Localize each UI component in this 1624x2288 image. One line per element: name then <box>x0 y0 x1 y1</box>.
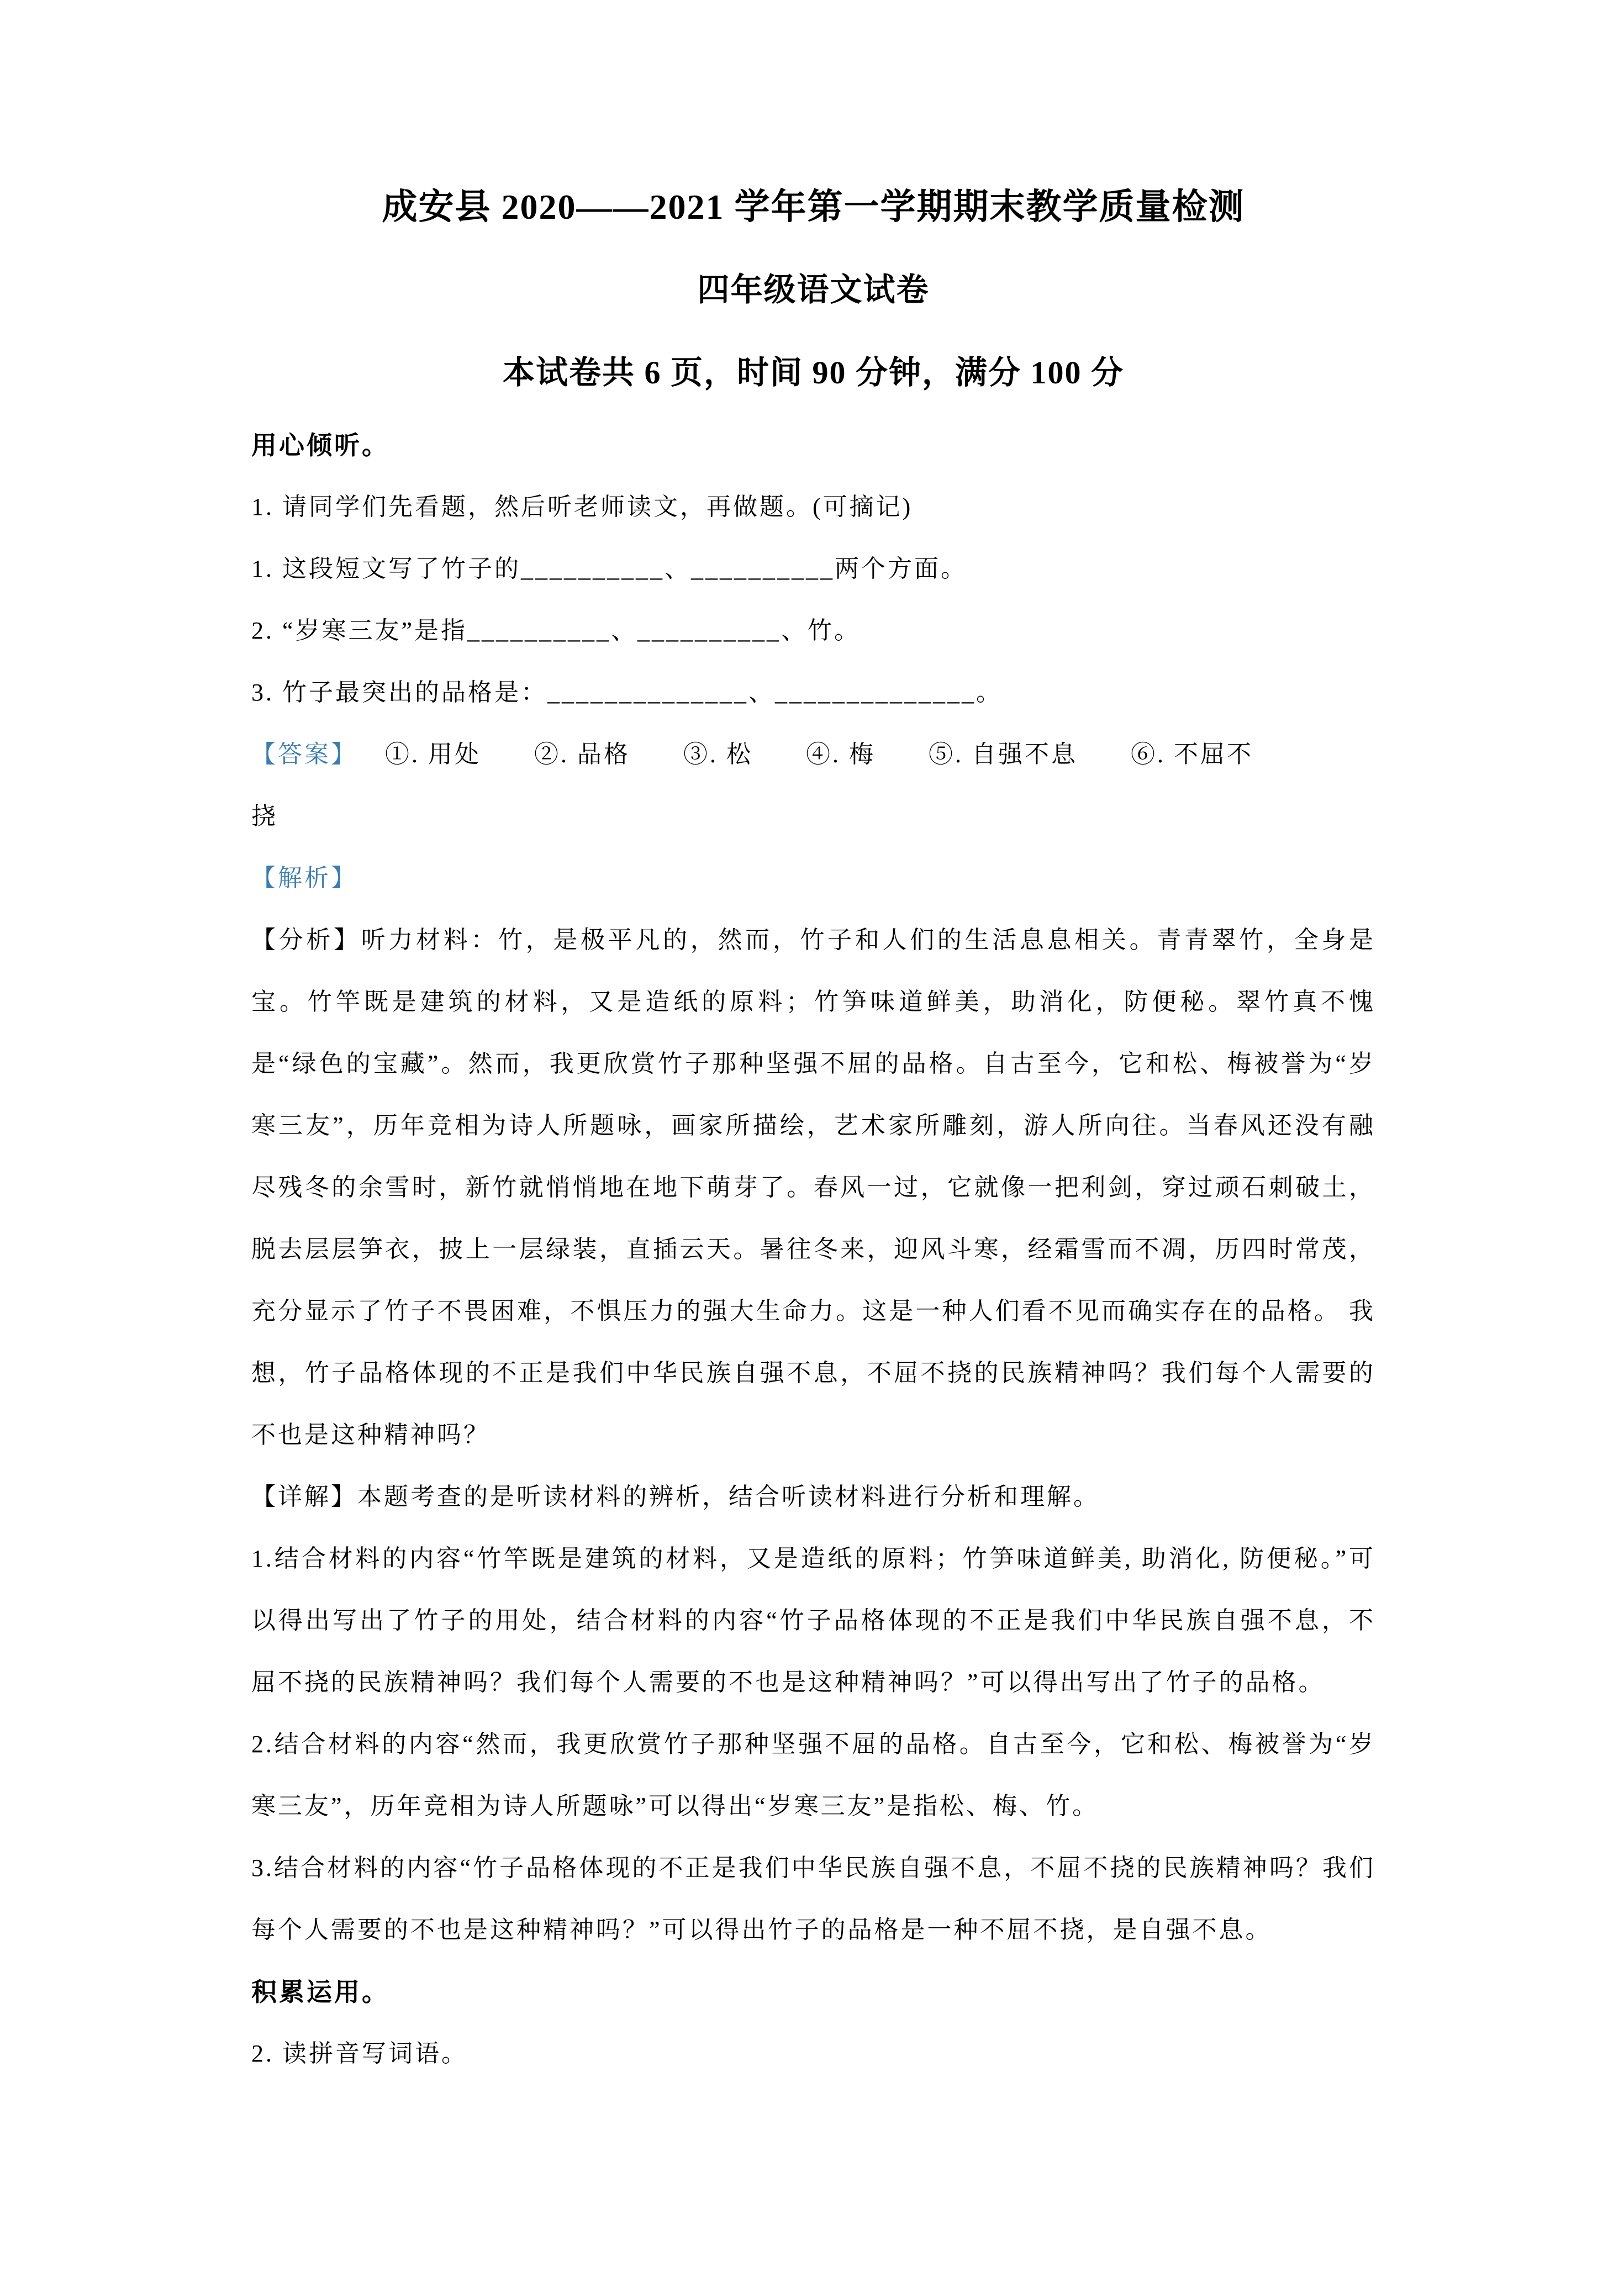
answer-values: ①. 用处 ②. 品格 ③. 松 ④. 梅 ⑤. 自强不息 ⑥. 不屈不 <box>385 741 1253 768</box>
answer-label: 【答案】 <box>251 741 357 768</box>
listening-question-2: 2. “岁寒三友”是指__________、__________、竹。 <box>251 617 861 644</box>
section-heading-listening: 用心倾听。 <box>251 431 389 460</box>
analysis-label-line <box>251 847 1375 909</box>
analysis-label: 【解析】 <box>251 864 357 892</box>
analysis-point-3: 3.结合材料的内容“竹子品格体现的不正是我们中华民族自强不息，不屈不挠的民族精神吗？我们每个人需要的不也是这种精神吗？”可以得出竹子的品格是一种不屈不挠，是自强不息。 <box>251 1854 1375 1943</box>
analysis-point-1: 1.结合材料的内容“竹竿既是建筑的材料，又是造纸的原料；竹笋味道鲜美, 助消化, 防便秘。”可以得出写出了竹子的用处，结合材料的内容“竹子品格体现的不正是我们中华民族自强不息，不屈不挠的民族精神吗？我们每个人需要的不也是这种精神吗？”可以得出写出了竹子的品格。 <box>251 1545 1375 1696</box>
accumulation-question-2: 2. 读拼音写词语。 <box>251 2040 468 2067</box>
answer-line-continuation: 挠 <box>251 803 278 830</box>
section-heading-accumulation: 积累运用。 <box>251 1978 389 2006</box>
listening-instruction: 1. 请同学们先看题，然后听老师读文，再做题。(可摘记) <box>251 493 913 520</box>
exam-subject-title: 四年级语文试卷 <box>697 272 930 308</box>
analysis-paragraph: 【分析】听力材料：竹，是极平凡的，然而，竹子和人们的生活息息相关。青青翠竹，全身是宝。竹竿既是建筑的材料，又是造纸的原料；竹笋味道鲜美，助消化，防便秘。翠竹真不愧是“绿色的宝藏”。然而，我更欣赏竹子那种坚强不屈的品格。自古至今，它和松、梅被誉为“岁寒三友”，历年竞相为诗人所题咏，画家所描绘，艺术家所雕刻，游人所向往。当春风还没有融尽残冬的余雪时，新竹就悄悄地在地下萌芽了。春风一过，它就像一把利剑，穿过顽石刺破土，脱去层层笋衣，披上一层绿装，直插云天。暑往冬来，迎风斗寒，经霜雪而不凋，历四时常茂，充分显示了竹子不畏困难，不惧压力的强大生命力。这是一种人们看不见而确实存在的品格。 我想，竹子品格体现的不正是我们中华民族自强不息，不屈不挠的民族精神吗？我们每个人需要的不也是这种精神吗？ <box>251 926 1375 1448</box>
listening-question-1: 1. 这段短文写了竹子的__________、__________两个方面。 <box>251 555 967 582</box>
exam-title: 成安县 2020——2021 学年第一学期期末教学质量检测 <box>382 187 1245 226</box>
listening-question-3: 3. 竹子最突出的品格是：______________、______________。 <box>251 679 1003 706</box>
exam-meta-line: 本试卷共 6 页，时间 90 分钟，满分 100 分 <box>502 355 1124 391</box>
analysis-point-2: 2.结合材料的内容“然而，我更欣赏竹子那种坚强不屈的品格。自古至今，它和松、梅被誉为“岁寒三友”，历年竞相为诗人所题咏”可以得出“岁寒三友”是指松、梅、竹。 <box>251 1731 1375 1820</box>
answer-line <box>251 724 1375 785</box>
detail-paragraph: 【详解】本题考查的是听读材料的辨析，结合听读材料进行分析和理解。 <box>251 1483 1100 1510</box>
